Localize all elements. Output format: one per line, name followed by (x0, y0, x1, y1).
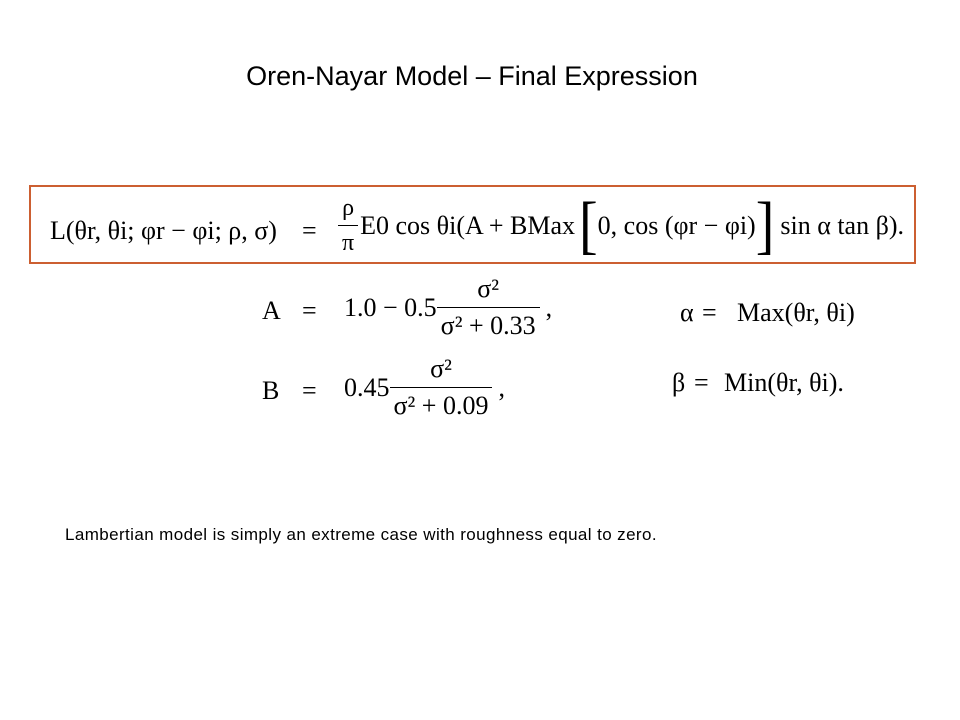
fraction-denominator: π (338, 225, 358, 255)
b-def-rhs (344, 356, 505, 419)
beta-def-lhs: β (672, 368, 686, 397)
b-def-lhs: B (262, 376, 280, 405)
open-bracket: [ (579, 189, 598, 262)
beta-def-rhs: Min(θr, θi). (724, 368, 844, 397)
close-bracket: ] (755, 189, 775, 262)
b-def-fraction (390, 356, 493, 419)
fraction-numerator: σ² (477, 274, 500, 303)
main-equation-rhs (338, 189, 904, 262)
main-rhs-post: sin α tan β). (780, 210, 904, 240)
fraction-denominator: σ² + 0.33 (437, 307, 540, 339)
alpha-def-lhs: α (680, 298, 694, 327)
bracket-content: 0, cos (φr − φi) (597, 210, 756, 240)
beta-def-equals: = (694, 368, 709, 397)
rho-over-pi-fraction (338, 196, 358, 255)
alpha-def-equals: = (702, 298, 717, 327)
footnote-text: Lambertian model is simply an extreme case with roughness equal to zero. (65, 525, 657, 544)
b-def-comma: , (498, 372, 505, 402)
alpha-def-rhs: Max(θr, θi) (737, 298, 855, 327)
slide-title: Oren-Nayar Model – Final Expression (246, 61, 698, 91)
fraction-denominator: σ² + 0.09 (390, 387, 493, 419)
a-def-rhs (344, 276, 552, 339)
a-def-equals: = (302, 296, 317, 325)
main-equation-equals: = (302, 216, 317, 245)
fraction-numerator: σ² (430, 354, 452, 383)
a-def-pre: 1.0 − 0.5 (344, 292, 437, 322)
a-def-fraction (437, 276, 540, 339)
b-def-pre: 0.45 (344, 372, 390, 402)
main-rhs-pre: E0 cos θi(A + BMax (360, 210, 576, 240)
a-def-lhs: A (262, 296, 281, 325)
a-def-comma: , (545, 292, 553, 322)
fraction-numerator: ρ (342, 195, 355, 221)
b-def-equals: = (302, 376, 317, 405)
main-equation-lhs: L(θr, θi; φr − φi; ρ, σ) (50, 216, 277, 245)
